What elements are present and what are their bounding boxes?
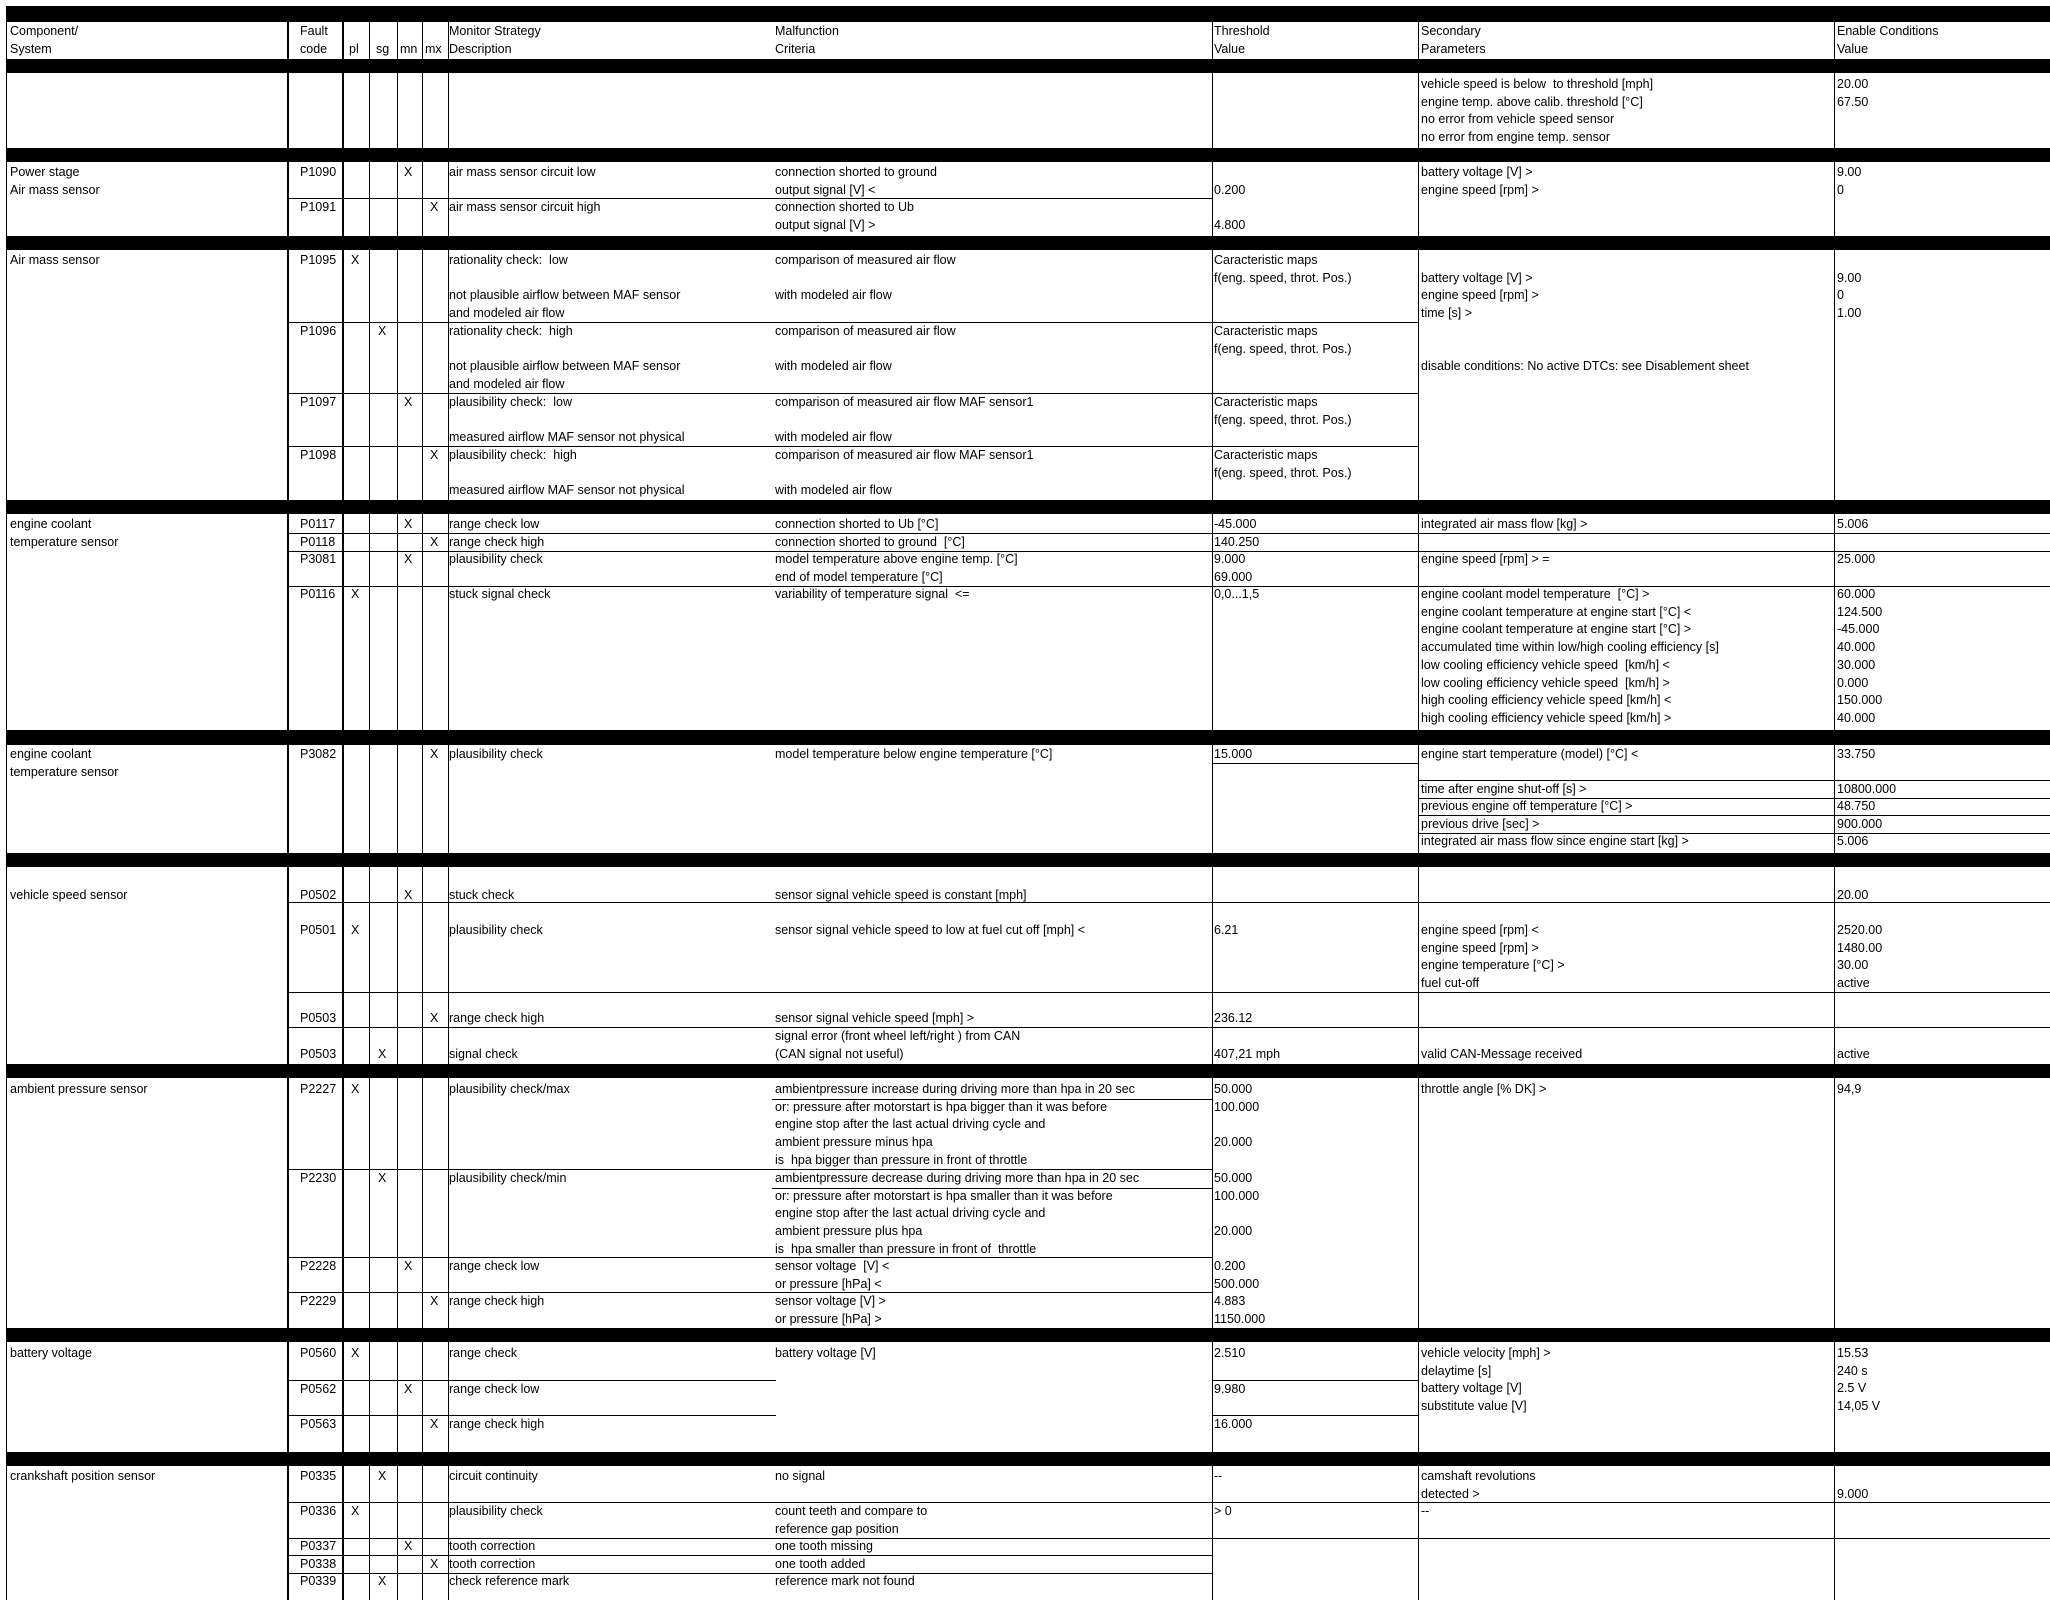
malfunction-criteria: comparison of measured air flow with modeled air flow <box>775 253 956 303</box>
fault-code: P0338 <box>300 1557 337 1571</box>
mark-mx: X <box>430 200 439 214</box>
secondary-param: previous engine off temperature [°C] > <box>1421 799 1633 813</box>
malfunction-criteria: sensor voltage [V] < or pressure [hPa] < <box>775 1259 890 1291</box>
fault-code: P1090 <box>300 165 337 179</box>
mark-pl: X <box>351 1504 360 1518</box>
secondary-params: engine coolant model temperature [°C] > engine coolant temperature at engine start [°C] < engine coolant temperature at engine start [°C] > accumulated time within low/high cooling efficiency [s] low cooling efficiency vehicle speed [km/h] < low cooling efficiency vehicle speed [km/h] > high cooling efficiency vehicle speed [km/h] < high cooling efficiency vehicle speed [km/h] > <box>1421 587 1719 725</box>
malfunction-criteria: battery voltage [V] <box>775 1346 876 1360</box>
threshold-value: 50.000 100.000 20.000 <box>1214 1171 1260 1239</box>
band-6 <box>6 1064 2050 1078</box>
malfunction-criteria: connection shorted to ground output signal [V] < <box>775 165 937 197</box>
monitor-description: range check low <box>449 1382 540 1396</box>
enable-value: 33.750 <box>1837 747 1876 761</box>
band-7 <box>6 1328 2050 1342</box>
mark-mx: X <box>430 448 439 462</box>
threshold-value: 407,21 mph <box>1214 1047 1281 1061</box>
threshold-value: 140.250 <box>1214 535 1260 549</box>
mark-mn: X <box>404 517 413 531</box>
enable-values: 60.000 124.500 -45.000 40.000 30.000 0.000 150.000 40.000 <box>1837 587 1883 725</box>
component-label: engine coolant temperature sensor <box>10 747 119 779</box>
mark-mx: X <box>430 1417 439 1431</box>
threshold-value: Caracteristic maps f(eng. speed, throt. Pos.) <box>1214 395 1352 427</box>
band-8 <box>6 1452 2050 1466</box>
monitor-description: signal check <box>449 1047 518 1061</box>
mark-mn: X <box>404 888 413 902</box>
header-pl: pl <box>349 42 359 56</box>
mark-sg: X <box>378 1171 387 1185</box>
secondary-params: vehicle velocity [mph] > delaytime [s] battery voltage [V] substitute value [V] <box>1421 1346 1551 1414</box>
malfunction-criteria: connection shorted to Ub [°C] <box>775 517 939 531</box>
mark-mn: X <box>404 552 413 566</box>
mark-sg: X <box>378 1469 387 1483</box>
fault-code: P0339 <box>300 1574 337 1588</box>
malfunction-criteria: reference mark not found <box>775 1574 915 1588</box>
enable-values: 2520.00 1480.00 30.00 active <box>1837 923 1883 991</box>
threshold-value: 0.200 500.000 <box>1214 1259 1260 1291</box>
band-top <box>6 6 2050 22</box>
threshold-value: 16.000 <box>1214 1417 1253 1431</box>
enable-value: 10800.000 <box>1837 782 1897 796</box>
malfunction-criteria: comparison of measured air flow MAF sensor1 with modeled air flow <box>775 395 1034 445</box>
malfunction-criteria: sensor signal vehicle speed is constant [mph] <box>775 888 1027 902</box>
threshold-value: 2.510 <box>1214 1346 1246 1360</box>
mark-mx: X <box>430 1557 439 1571</box>
threshold-value: 50.000 100.000 20.000 <box>1214 1082 1260 1150</box>
enable-values: 9.00 0 1.00 <box>1837 270 1862 321</box>
monitor-description: rationality check: high not plausible airflow between MAF sensor and modeled air flow <box>449 324 681 392</box>
threshold-value: Caracteristic maps f(eng. speed, throt. Pos.) <box>1214 448 1352 480</box>
malfunction-criteria: one tooth added <box>775 1557 866 1571</box>
secondary-params: battery voltage [V] > engine speed [rpm] > <box>1421 165 1539 197</box>
header-enable: Enable Conditions Value <box>1837 24 1939 56</box>
threshold-value: > 0 <box>1214 1504 1232 1518</box>
component-label: Air mass sensor <box>10 253 100 267</box>
malfunction-criteria: sensor signal vehicle speed [mph] > <box>775 1011 975 1025</box>
enable-value: 900.000 <box>1837 817 1883 831</box>
mark-mn: X <box>404 1382 413 1396</box>
header-threshold: Threshold Value <box>1214 24 1270 56</box>
monitor-description: plausibility check: high measured airflow MAF sensor not physical <box>449 448 685 498</box>
monitor-description: range check low <box>449 1259 540 1273</box>
component-label: vehicle speed sensor <box>10 888 128 902</box>
band-4 <box>6 730 2050 745</box>
fault-code: P3082 <box>300 747 337 761</box>
secondary-params: engine speed [rpm] > = <box>1421 552 1550 566</box>
malfunction-criteria: model temperature above engine temp. [°C] end of model temperature [°C] <box>775 552 1018 584</box>
band-2 <box>6 236 2050 250</box>
malfunction-criteria: ambientpressure decrease during driving more than hpa in 20 sec or: pressure after motorstart is hpa smaller than it was before engine stop after the last actual driving cycle and ambient pressure plus hpa is hpa smaller than pressure in front of throttle <box>775 1171 1140 1256</box>
fault-code: P0117 <box>300 517 336 531</box>
component-label: battery voltage <box>10 1346 92 1360</box>
monitor-description: plausibility check <box>449 747 543 761</box>
fault-code: P1097 <box>300 395 337 409</box>
monitor-description: tooth correction <box>449 1557 536 1571</box>
malfunction-criteria: model temperature below engine temperature [°C] <box>775 747 1053 761</box>
header-secondary: Secondary Parameters <box>1421 24 1486 56</box>
secondary-param: previous drive [sec] > <box>1421 817 1540 831</box>
monitor-description: range check high <box>449 535 545 549</box>
mark-pl: X <box>351 1082 360 1096</box>
fault-code: P0501 <box>300 923 337 937</box>
component-label: ambient pressure sensor <box>10 1082 148 1096</box>
enable-values: 5.006 <box>1837 517 1869 531</box>
enable-values: 15.53 240 s 2.5 V 14,05 V <box>1837 1346 1881 1414</box>
mark-sg: X <box>378 1047 387 1061</box>
threshold-value: 4.800 <box>1214 217 1246 232</box>
fault-code: P0560 <box>300 1346 337 1360</box>
fault-code: P2228 <box>300 1259 337 1273</box>
enable-value: 48.750 <box>1837 799 1876 813</box>
monitor-description: plausibility check <box>449 552 543 566</box>
fault-code: P1095 <box>300 253 337 267</box>
band-1 <box>6 148 2050 162</box>
monitor-description: plausibility check <box>449 923 543 937</box>
malfunction-criteria: ambientpressure increase during driving more than hpa in 20 sec or: pressure after motorstart is hpa bigger than it was before engine stop after the last actual driving cycle and ambient pressure minus hpa is hpa bigger than pressure in front of throttle <box>775 1082 1135 1167</box>
enable-values: 20.00 67.50 <box>1837 77 1869 109</box>
threshold-value: 9.000 69.000 <box>1214 552 1253 584</box>
threshold-value: 0.200 <box>1214 182 1246 197</box>
mark-mn: X <box>404 1539 413 1553</box>
fault-code: P0562 <box>300 1382 337 1396</box>
malfunction-criteria: sensor voltage [V] > or pressure [hPa] > <box>775 1294 886 1326</box>
mark-pl: X <box>351 587 360 601</box>
threshold-value: 4.883 1150.000 <box>1214 1294 1266 1326</box>
threshold-value: -45.000 <box>1214 517 1257 531</box>
monitor-description: range check high <box>449 1011 545 1025</box>
monitor-description: circuit continuity <box>449 1469 538 1483</box>
fault-code: P1098 <box>300 448 337 462</box>
malfunction-criteria: comparison of measured air flow MAF sensor1 with modeled air flow <box>775 448 1034 498</box>
monitor-description: air mass sensor circuit low <box>449 165 596 179</box>
monitor-description: range check <box>449 1346 518 1360</box>
band-5 <box>6 853 2050 867</box>
secondary-params: engine speed [rpm] < engine speed [rpm] > engine temperature [°C] > fuel cut-off <box>1421 923 1565 991</box>
mark-mn: X <box>404 1259 413 1273</box>
threshold-value: Caracteristic maps f(eng. speed, throt. Pos.) <box>1214 324 1352 356</box>
secondary-params: battery voltage [V] > engine speed [rpm] > time [s] > disable conditions: No active DTCs: see Disablement sheet <box>1421 270 1749 374</box>
threshold-value: 6.21 <box>1214 923 1239 937</box>
monitor-description: range check low <box>449 517 540 531</box>
mark-mn: X <box>404 165 413 179</box>
fault-code: P2229 <box>300 1294 337 1308</box>
enable-values: 9.00 0 <box>1837 165 1862 197</box>
malfunction-criteria: no signal <box>775 1469 826 1483</box>
malfunction-criteria: variability of temperature signal <= <box>775 587 970 601</box>
fault-code: P0335 <box>300 1469 337 1483</box>
mark-mx: X <box>430 1294 439 1308</box>
secondary-params: -- <box>1421 1504 1430 1518</box>
secondary-params: valid CAN-Message received <box>1421 1047 1583 1061</box>
fault-code: P0503 <box>300 1011 337 1025</box>
fault-code: P1091 <box>300 200 337 214</box>
enable-value: 5.006 <box>1837 834 1869 848</box>
malfunction-criteria: signal error (front wheel left/right ) from CAN (CAN signal not useful) <box>775 1029 1021 1061</box>
mark-pl: X <box>351 1346 360 1360</box>
threshold-value: 236.12 <box>1214 1011 1253 1025</box>
fault-code: P2227 <box>300 1082 337 1096</box>
monitor-description: air mass sensor circuit high <box>449 200 601 214</box>
monitor-description: tooth correction <box>449 1539 536 1553</box>
enable-values: 25.000 <box>1837 552 1876 566</box>
malfunction-criteria: comparison of measured air flow with modeled air flow <box>775 324 956 374</box>
header-sg: sg <box>376 42 390 56</box>
mark-sg: X <box>378 1574 387 1588</box>
malfunction-criteria: connection shorted to Ub output signal [V] > <box>775 200 914 232</box>
fault-code: P0563 <box>300 1417 337 1431</box>
threshold-value: 15.000 <box>1214 747 1253 761</box>
mark-mx: X <box>430 535 439 549</box>
threshold-value: Caracteristic maps f(eng. speed, throt. Pos.) <box>1214 253 1352 285</box>
monitor-description: stuck signal check <box>449 587 551 601</box>
mark-mx: X <box>430 1011 439 1025</box>
fault-code: P0116 <box>300 587 336 601</box>
header-mx: mx <box>425 42 442 56</box>
fault-code: P3081 <box>300 552 337 566</box>
fault-code: P1096 <box>300 324 337 338</box>
fault-code: P0337 <box>300 1539 337 1553</box>
fault-code: P2230 <box>300 1171 337 1185</box>
enable-values: active <box>1837 1047 1870 1061</box>
mark-sg: X <box>378 324 387 338</box>
secondary-param: integrated air mass flow since engine start [kg] > <box>1421 834 1689 848</box>
component-label: Power stage Air mass sensor <box>10 165 100 197</box>
fault-code: P0336 <box>300 1504 337 1518</box>
malfunction-criteria: count teeth and compare to reference gap position <box>775 1504 928 1536</box>
secondary-param: time after engine shut-off [s] > <box>1421 782 1587 796</box>
threshold-value: -- <box>1214 1469 1223 1483</box>
secondary-params: vehicle speed is below to threshold [mph] engine temp. above calib. threshold [°C] no error from vehicle speed sensor no error from engine temp. sensor <box>1421 77 1654 145</box>
band-3 <box>6 500 2050 514</box>
enable-values: 94,9 <box>1837 1082 1862 1096</box>
monitor-description: check reference mark <box>449 1574 570 1588</box>
header-monitor: Monitor Strategy Description <box>449 24 541 56</box>
header-malfunction: Malfunction Criteria <box>775 24 839 56</box>
malfunction-criteria: connection shorted to ground [°C] <box>775 535 965 549</box>
monitor-description: range check high <box>449 1417 545 1431</box>
secondary-param: engine start temperature (model) [°C] < <box>1421 747 1639 761</box>
component-label: engine coolant temperature sensor <box>10 517 119 549</box>
monitor-description: plausibility check/max <box>449 1082 570 1096</box>
monitor-description: rationality check: low not plausible airflow between MAF sensor and modeled air flow <box>449 253 681 321</box>
header-mn: mn <box>400 42 418 56</box>
malfunction-criteria: one tooth missing <box>775 1539 873 1553</box>
band-header <box>6 59 2050 73</box>
secondary-params: camshaft revolutions detected > <box>1421 1469 1536 1501</box>
monitor-description: plausibility check <box>449 1504 543 1518</box>
header-fault-code: Fault code <box>300 24 328 56</box>
monitor-description: range check high <box>449 1294 545 1308</box>
enable-values: 20.00 <box>1837 888 1869 902</box>
threshold-value: 9.980 <box>1214 1382 1246 1396</box>
header-component: Component/ System <box>10 24 79 56</box>
monitor-description: stuck check <box>449 888 515 902</box>
secondary-params: throttle angle [% DK] > <box>1421 1082 1547 1096</box>
threshold-value: 0,0...1,5 <box>1214 587 1260 601</box>
component-label: crankshaft position sensor <box>10 1469 156 1483</box>
malfunction-criteria: sensor signal vehicle speed to low at fuel cut off [mph] < <box>775 923 1086 937</box>
mark-pl: X <box>351 923 360 937</box>
monitor-description: plausibility check: low measured airflow MAF sensor not physical <box>449 395 685 445</box>
mark-mn: X <box>404 395 413 409</box>
fault-code: P0503 <box>300 1047 337 1061</box>
secondary-params: integrated air mass flow [kg] > <box>1421 517 1588 531</box>
fault-code: P0118 <box>300 535 336 549</box>
monitor-description: plausibility check/min <box>449 1171 567 1185</box>
mark-mx: X <box>430 747 439 761</box>
fault-code: P0502 <box>300 888 337 902</box>
enable-values: 9.000 <box>1837 1486 1869 1501</box>
mark-pl: X <box>351 253 360 267</box>
